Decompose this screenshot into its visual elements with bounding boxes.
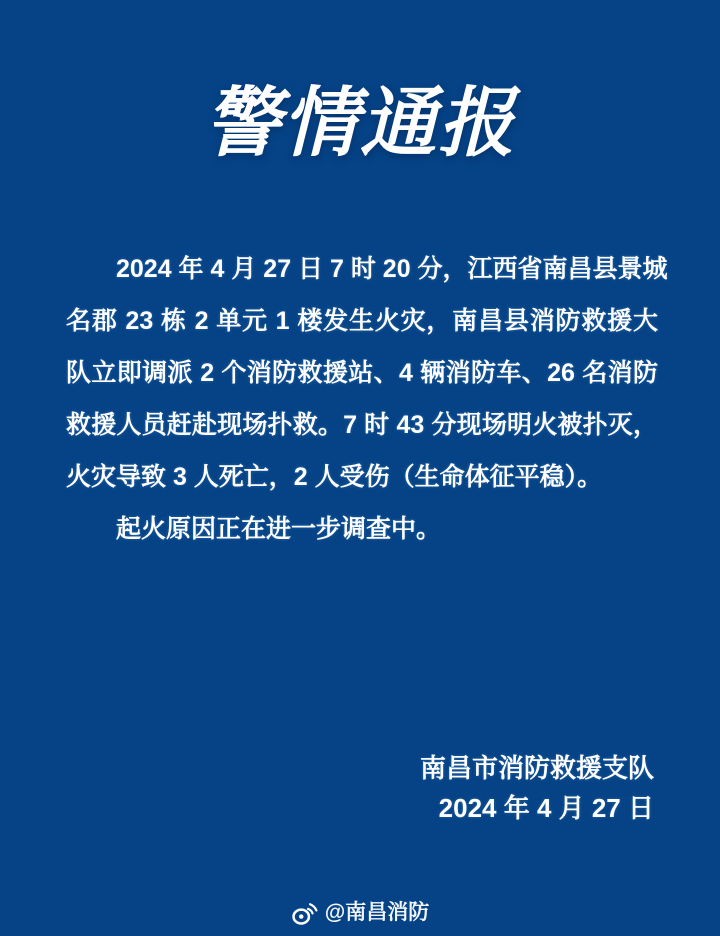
notice-title: 警情通报 — [204, 82, 516, 166]
weibo-icon — [291, 901, 318, 926]
body-line-3: 队立即调派 2 个消防救援站、4 辆消防车、26 名消防 — [66, 359, 658, 387]
body-line-6: 起火原因正在进一步调查中。 — [116, 515, 442, 543]
watermark — [0, 899, 720, 927]
signature-block — [420, 748, 654, 828]
notice-body — [66, 243, 668, 555]
signature-org: 南昌市消防救援支队 — [419, 753, 654, 783]
body-line-1: 2024 年 4 月 27 日 7 时 20 分，江西省南昌县景城 — [116, 255, 668, 283]
body-line-5: 火灾导致 3 人死亡，2 人受伤（生命体征平稳）。 — [66, 463, 603, 491]
body-line-2: 名郡 23 栋 2 单元 1 楼发生火灾，南昌县消防救援大 — [66, 307, 658, 335]
signature-date: 2024 年 4 月 27 日 — [438, 793, 654, 823]
body-line-4: 救援人员赶赴现场扑救。7 时 43 分现场明火被扑灭， — [66, 411, 658, 439]
watermark-handle: @南昌消防 — [324, 901, 430, 924]
